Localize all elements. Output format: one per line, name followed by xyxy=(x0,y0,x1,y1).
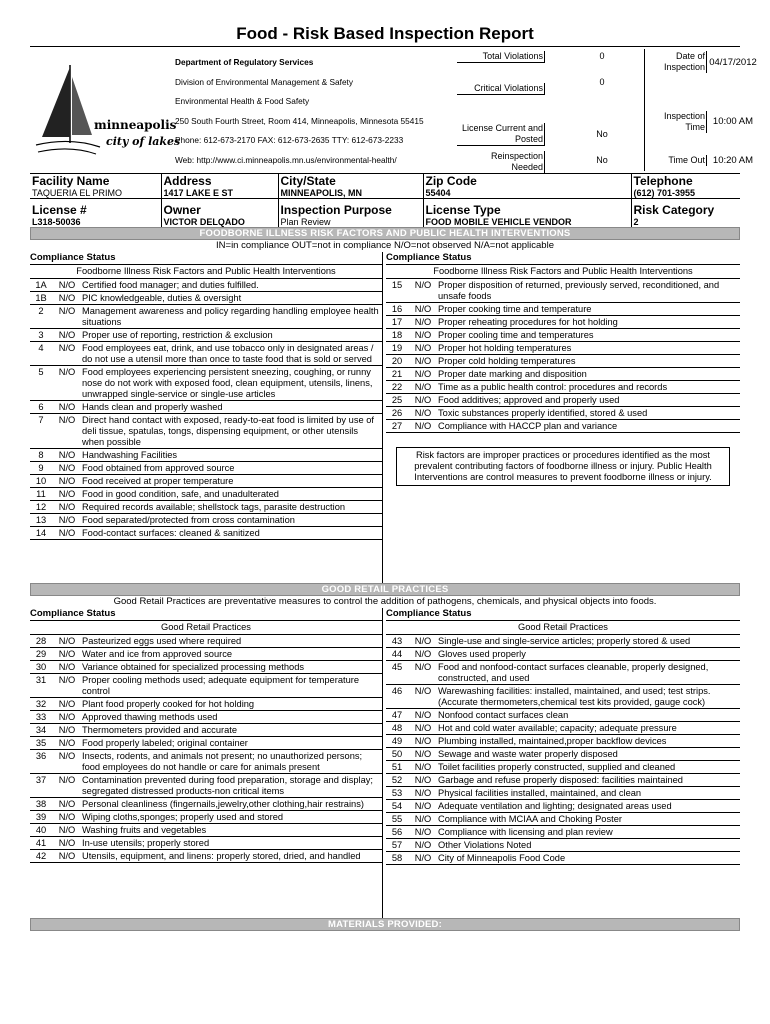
item-status: N/O xyxy=(414,395,432,405)
item-text: Toilet facilities properly constructed, supplied and cleaned xyxy=(438,762,676,772)
item-text: Garbage and refuse properly disposed: facilities maintained xyxy=(438,775,683,785)
item-text: Food separated/protected from cross contamination xyxy=(82,515,295,525)
report-title: Food - Risk Based Inspection Report xyxy=(236,24,534,43)
retail-bar: GOOD RETAIL PRACTICES xyxy=(30,583,740,596)
date-value: 04/17/2012 xyxy=(709,57,757,68)
item-text: Management awareness and policy regarding handling employee health situations xyxy=(82,306,379,327)
item-text: Proper date marking and disposition xyxy=(438,369,587,379)
foodborne-list-left xyxy=(30,279,382,540)
division: Division of Environmental Management & Safety xyxy=(175,76,354,87)
list-item xyxy=(30,514,382,527)
item-number: 39 xyxy=(35,812,47,822)
city-value: MINNEAPOLIS, MN xyxy=(280,188,363,198)
item-text: Single-use and single-service articles; properly stored & used xyxy=(438,636,691,646)
list-item xyxy=(30,305,382,329)
list-item xyxy=(386,635,740,648)
item-status: N/O xyxy=(58,528,76,538)
item-number: 43 xyxy=(391,636,403,646)
item-number: 7 xyxy=(38,415,44,425)
item-text: Direct hand contact with exposed, ready-to-eat food is limited by use of deli tissue, spatulas, tongs, dispensing equipment, or other utensils when possible xyxy=(82,415,374,447)
item-status: N/O xyxy=(58,330,76,340)
list-item xyxy=(386,407,740,420)
item-number: 18 xyxy=(391,330,403,340)
item-status: N/O xyxy=(58,415,76,425)
item-text: Food obtained from approved source xyxy=(82,463,235,473)
item-status: N/O xyxy=(58,293,76,303)
item-status: N/O xyxy=(58,636,76,646)
license-posted-label: License Current and Posted xyxy=(457,123,545,146)
item-number: 29 xyxy=(35,649,47,659)
list-item xyxy=(30,850,382,863)
item-text: Contamination prevented during food preparation, storage and display; segregated distressed products-non critical items xyxy=(82,775,373,796)
item-number: 1A xyxy=(35,280,47,290)
item-number: 1B xyxy=(35,293,47,303)
item-status: N/O xyxy=(414,827,432,837)
item-number: 56 xyxy=(391,827,403,837)
item-number: 48 xyxy=(391,723,403,733)
type-value: FOOD MOBILE VEHICLE VENDOR xyxy=(425,217,572,227)
section: Environmental Health & Food Safety xyxy=(175,96,310,106)
item-text: Compliance with MCIAA and Choking Poster xyxy=(438,814,622,824)
item-status: N/O xyxy=(414,649,432,659)
item-status: N/O xyxy=(58,699,76,709)
list-item xyxy=(30,724,382,737)
list-item xyxy=(30,648,382,661)
item-text: Food in good condition, safe, and unadulterated xyxy=(82,489,279,499)
item-text: Proper hot holding temperatures xyxy=(438,343,572,353)
item-number: 19 xyxy=(391,343,403,353)
department-address: 250 South Fourth Street, Room 414, Minneapolis, Minnesota 55415 xyxy=(175,115,424,126)
list-item xyxy=(386,648,740,661)
list-item xyxy=(386,748,740,761)
facility-label: Facility Name xyxy=(32,174,110,188)
department-info xyxy=(175,53,465,170)
item-status: N/O xyxy=(414,801,432,811)
item-text: Proper cooling methods used; adequate equipment for temperature control xyxy=(82,675,360,696)
item-status: N/O xyxy=(58,280,76,290)
item-status: N/O xyxy=(58,367,76,377)
list-item xyxy=(30,750,382,774)
list-item xyxy=(30,329,382,342)
item-status: N/O xyxy=(58,675,76,685)
item-status: N/O xyxy=(58,463,76,473)
item-text: Food properly labeled; original container xyxy=(82,738,248,748)
list-item xyxy=(386,685,740,709)
item-text: City of Minneapolis Food Code xyxy=(438,853,566,863)
time-label: Inspection Time xyxy=(647,111,707,133)
item-number: 45 xyxy=(391,662,403,672)
foodborne-bar: FOODBORNE ILLNESS RISK FACTORS AND PUBLIC HEALTH INTERVENTIONS xyxy=(30,227,740,240)
item-status: N/O xyxy=(414,775,432,785)
item-status: N/O xyxy=(58,343,76,353)
item-number: 41 xyxy=(35,838,47,848)
item-number: 42 xyxy=(35,851,47,861)
item-text: Nonfood contact surfaces clean xyxy=(438,710,569,720)
total-violations-label: Total Violations xyxy=(457,51,545,63)
item-text: Food employees experiencing persistent sneezing, coughing, or runny nose do not work with exposed food, clean equipment, utensils, linens, unwrapped single-service or single-use articles xyxy=(82,367,373,399)
risk-value: 2 xyxy=(633,217,639,227)
list-item xyxy=(30,414,382,449)
facility-info xyxy=(30,173,740,227)
item-text: Proper use of reporting, restriction & exclusion xyxy=(82,330,273,340)
item-status: N/O xyxy=(414,343,432,353)
item-status: N/O xyxy=(58,775,76,785)
item-number: 20 xyxy=(391,356,403,366)
item-text: Proper disposition of returned, previously served, reconditioned, and unsafe foods xyxy=(438,280,720,301)
list-item xyxy=(386,787,740,800)
item-text: Handwashing Facilities xyxy=(82,450,178,460)
foodborne-list-right xyxy=(386,279,740,433)
item-status: N/O xyxy=(414,686,432,696)
owner-value: VICTOR DELQADO xyxy=(163,217,245,227)
item-status: N/O xyxy=(414,736,432,746)
critical-violations-label: Critical Violations xyxy=(457,83,545,95)
total-violations-value: 0 xyxy=(599,51,605,61)
list-item xyxy=(30,698,382,711)
item-text: Toxic substances properly identified, stored & used xyxy=(438,408,648,418)
list-item xyxy=(386,355,740,368)
item-text: Proper cooling time and temperatures xyxy=(438,330,594,340)
item-text: Proper cooking time and temperature xyxy=(438,304,592,314)
list-item xyxy=(386,303,740,316)
item-number: 5 xyxy=(38,367,44,377)
item-number: 12 xyxy=(35,502,47,512)
reinspection-value: No xyxy=(596,155,608,165)
list-item xyxy=(30,342,382,366)
list-item xyxy=(30,824,382,837)
list-item xyxy=(386,722,740,735)
list-item xyxy=(386,800,740,813)
list-item xyxy=(386,420,740,433)
list-item xyxy=(30,661,382,674)
compliance-status-right: Compliance Status xyxy=(386,252,740,265)
retail-list-right xyxy=(386,635,740,865)
item-number: 57 xyxy=(391,840,403,850)
list-item xyxy=(30,737,382,750)
item-status: N/O xyxy=(58,851,76,861)
item-text: Food received at proper temperature xyxy=(82,476,234,486)
list-item xyxy=(30,462,382,475)
list-item xyxy=(30,279,382,292)
item-status: N/O xyxy=(414,408,432,418)
item-status: N/O xyxy=(58,725,76,735)
list-item xyxy=(30,674,382,698)
list-item xyxy=(30,711,382,724)
license-value: L318-50036 xyxy=(32,217,81,227)
item-number: 11 xyxy=(36,489,46,499)
item-number: 44 xyxy=(391,649,403,659)
phone-label: Telephone xyxy=(633,174,693,188)
item-number: 53 xyxy=(391,788,403,798)
item-text: PIC knowledgeable, duties & oversight xyxy=(82,293,242,303)
item-number: 32 xyxy=(35,699,47,709)
compliance-status-left: Compliance Status xyxy=(30,252,382,265)
item-text: Required records available; shellstock tags, parasite destruction xyxy=(82,502,346,512)
license-posted-value: No xyxy=(596,129,608,139)
item-text: Food employees eat, drink, and use tobacco only in designated areas / do not use a utensil more than once to taste food that is sold or served xyxy=(82,343,374,364)
item-number: 3 xyxy=(38,330,44,340)
item-number: 2 xyxy=(38,306,44,316)
item-text: Wiping cloths,sponges; properly used and stored xyxy=(82,812,284,822)
list-item xyxy=(386,329,740,342)
item-number: 26 xyxy=(391,408,403,418)
item-number: 28 xyxy=(35,636,47,646)
item-text: Thermometers provided and accurate xyxy=(82,725,238,735)
item-text: Time as a public health control: procedures and records xyxy=(438,382,668,392)
item-number: 25 xyxy=(391,395,403,405)
item-number: 14 xyxy=(35,528,47,538)
retail-compliance-left: Compliance Status xyxy=(30,608,382,621)
item-text: Water and ice from approved source xyxy=(82,649,233,659)
list-item xyxy=(386,774,740,787)
item-text: Approved thawing methods used xyxy=(82,712,218,722)
foodborne-subhead-right: Foodborne Illness Risk Factors and Public Health Interventions xyxy=(386,265,740,279)
item-number: 50 xyxy=(391,749,403,759)
item-status: N/O xyxy=(414,840,432,850)
list-item xyxy=(30,488,382,501)
type-label: License Type xyxy=(425,203,501,217)
item-status: N/O xyxy=(414,356,432,366)
list-item xyxy=(386,368,740,381)
retail-list-left xyxy=(30,635,382,863)
item-status: N/O xyxy=(414,788,432,798)
item-number: 34 xyxy=(35,725,47,735)
item-text: Washing fruits and vegetables xyxy=(82,825,207,835)
address-label: Address xyxy=(163,174,212,188)
item-number: 37 xyxy=(35,775,47,785)
foodborne-section xyxy=(30,252,740,583)
item-status: N/O xyxy=(58,662,76,672)
item-text: Proper reheating procedures for hot holding xyxy=(438,317,618,327)
timeout-value: 10:20 AM xyxy=(712,155,754,166)
item-number: 46 xyxy=(391,686,403,696)
list-item xyxy=(30,527,382,540)
item-number: 13 xyxy=(35,515,47,525)
retail-subhead-left: Good Retail Practices xyxy=(30,621,382,635)
list-item xyxy=(386,761,740,774)
item-number: 21 xyxy=(391,369,403,379)
item-status: N/O xyxy=(414,710,432,720)
list-item xyxy=(30,449,382,462)
item-status: N/O xyxy=(414,662,432,672)
item-status: N/O xyxy=(58,502,76,512)
item-text: Hands clean and properly washed xyxy=(82,402,223,412)
purpose-label: Inspection Purpose xyxy=(280,203,392,217)
item-status: N/O xyxy=(58,751,76,761)
license-label: License # xyxy=(32,203,87,217)
list-item xyxy=(30,401,382,414)
item-status: N/O xyxy=(414,814,432,824)
list-item xyxy=(30,292,382,305)
list-item xyxy=(30,837,382,850)
list-item xyxy=(30,798,382,811)
item-number: 16 xyxy=(391,304,403,314)
item-text: Pasteurized eggs used where required xyxy=(82,636,242,646)
list-item xyxy=(386,813,740,826)
item-status: N/O xyxy=(58,712,76,722)
risk-factor-note: Risk factors are improper practices or procedures identified as the most prevalent contributing factors of foodborne illness or injury. Public Health Interventions are control measures to prevent foodborne illness or injury. xyxy=(396,447,730,486)
item-text: Hot and cold water available; capacity; adequate pressure xyxy=(438,723,677,733)
item-number: 22 xyxy=(391,382,403,392)
phone-value: (612) 701-3955 xyxy=(633,188,696,198)
item-number: 58 xyxy=(391,853,403,863)
item-number: 15 xyxy=(391,280,403,290)
list-item xyxy=(30,475,382,488)
item-number: 27 xyxy=(391,421,403,431)
item-text: Other Violations Noted xyxy=(438,840,532,850)
list-item xyxy=(386,839,740,852)
item-status: N/O xyxy=(414,317,432,327)
item-status: N/O xyxy=(58,825,76,835)
item-status: N/O xyxy=(414,421,432,431)
list-item xyxy=(386,279,740,303)
risk-label: Risk Category xyxy=(633,203,715,217)
compliance-legend: IN=in compliance OUT=not in compliance N/O=not observed N/A=not applicable xyxy=(216,240,554,251)
item-text: Sewage and waste water properly disposed xyxy=(438,749,618,759)
zip-value: 55404 xyxy=(425,188,451,198)
logo-line-1: minneapolis xyxy=(94,118,177,132)
item-status: N/O xyxy=(58,838,76,848)
item-number: 10 xyxy=(35,476,47,486)
date-label: Date of Inspection xyxy=(647,51,707,73)
report-header xyxy=(30,46,757,173)
item-number: 17 xyxy=(391,317,403,327)
item-status: N/O xyxy=(414,369,432,379)
department-name: Department of Regulatory Services xyxy=(175,57,314,67)
item-number: 40 xyxy=(35,825,47,835)
item-number: 36 xyxy=(35,751,47,761)
materials-bar: MATERIALS PROVIDED: xyxy=(30,918,740,931)
list-item xyxy=(30,635,382,648)
item-number: 9 xyxy=(38,463,44,473)
item-status: N/O xyxy=(58,306,76,316)
list-item xyxy=(386,661,740,685)
item-number: 49 xyxy=(391,736,403,746)
item-text: Utensils, equipment, and linens: properly stored, dried, and handled xyxy=(82,851,361,861)
list-item xyxy=(30,774,382,798)
retail-compliance-right: Compliance Status xyxy=(386,608,740,621)
item-status: N/O xyxy=(58,402,76,412)
item-number: 6 xyxy=(38,402,44,412)
item-status: N/O xyxy=(414,304,432,314)
item-text: Food-contact surfaces: cleaned & sanitized xyxy=(82,528,260,538)
item-text: Variance obtained for specialized processing methods xyxy=(82,662,305,672)
timeout-label: Time Out xyxy=(647,155,707,166)
item-text: In-use utensils; properly stored xyxy=(82,838,210,848)
item-number: 4 xyxy=(38,343,44,353)
list-item xyxy=(386,735,740,748)
item-text: Gloves used properly xyxy=(438,649,526,659)
item-text: Food and nonfood-contact surfaces cleanable, properly designed, constructed, and used xyxy=(438,662,709,683)
department-web: Web: http://www.ci.minneapolis.mn.us/environmental-health/ xyxy=(175,154,397,165)
item-text: Insects, rodents, and animals not present; no unauthorized persons; food employees do not handle or care for animals present xyxy=(82,751,363,772)
item-status: N/O xyxy=(414,280,432,290)
item-status: N/O xyxy=(58,489,76,499)
item-number: 51 xyxy=(391,762,403,772)
item-text: Food additives; approved and properly used xyxy=(438,395,620,405)
list-item xyxy=(386,826,740,839)
item-number: 54 xyxy=(391,801,403,811)
item-text: Warewashing facilities: installed, maintained, and used; test strips.(Accurate thermometers,chemical test kits provided, gauge cock) xyxy=(438,686,711,707)
item-status: N/O xyxy=(58,476,76,486)
facility-value: TAQUERIA EL PRIMO xyxy=(32,188,123,198)
item-status: N/O xyxy=(58,450,76,460)
retail-note: Good Retail Practices are preventative measures to control the addition of pathogens, chemicals, and physical objects into foods. xyxy=(113,596,657,607)
item-number: 52 xyxy=(391,775,403,785)
item-number: 30 xyxy=(35,662,47,672)
list-item xyxy=(386,381,740,394)
item-number: 38 xyxy=(35,799,47,809)
item-status: N/O xyxy=(58,799,76,809)
item-status: N/O xyxy=(414,762,432,772)
list-item xyxy=(30,811,382,824)
inspection-report xyxy=(30,22,757,931)
item-text: Adequate ventilation and lighting; designated areas used xyxy=(438,801,672,811)
item-number: 55 xyxy=(391,814,403,824)
item-status: N/O xyxy=(58,812,76,822)
purpose-value: Plan Review xyxy=(280,217,331,227)
item-text: Certified food manager; and duties fulfilled. xyxy=(82,280,259,290)
item-number: 8 xyxy=(38,450,44,460)
item-text: Physical facilities installed, maintained, and clean xyxy=(438,788,642,798)
reinspection-label: Reinspection Needed xyxy=(457,151,545,174)
retail-subhead-right: Good Retail Practices xyxy=(386,621,740,635)
item-text: Compliance with licensing and plan review xyxy=(438,827,613,837)
item-number: 47 xyxy=(391,710,403,720)
item-status: N/O xyxy=(58,738,76,748)
item-text: Proper cold holding temperatures xyxy=(438,356,576,366)
zip-label: Zip Code xyxy=(425,174,477,188)
item-text: Compliance with HACCP plan and variance xyxy=(438,421,618,431)
item-status: N/O xyxy=(414,853,432,863)
foodborne-subhead-left: Foodborne Illness Risk Factors and Public Health Interventions xyxy=(30,265,382,279)
item-text: Plumbing installed, maintained,proper backflow devices xyxy=(438,736,667,746)
critical-violations-value: 0 xyxy=(599,77,605,87)
list-item xyxy=(386,852,740,865)
owner-label: Owner xyxy=(163,203,201,217)
item-number: 31 xyxy=(35,675,47,685)
item-status: N/O xyxy=(414,749,432,759)
list-item xyxy=(30,366,382,401)
item-number: 35 xyxy=(35,738,47,748)
address-value: 1417 LAKE E ST xyxy=(163,188,234,198)
list-item xyxy=(386,342,740,355)
item-status: N/O xyxy=(58,649,76,659)
minneapolis-logo xyxy=(30,57,181,169)
list-item xyxy=(386,394,740,407)
item-number: 33 xyxy=(35,712,47,722)
city-label: City/State xyxy=(280,174,336,188)
retail-section xyxy=(30,608,740,918)
time-value: 10:00 AM xyxy=(712,116,754,127)
list-item xyxy=(386,709,740,722)
item-status: N/O xyxy=(414,382,432,392)
item-status: N/O xyxy=(58,515,76,525)
department-phone: Phone: 612-673-2170 FAX: 612-673-2635 TTY: 612-673-2233 xyxy=(175,135,404,145)
logo-line-2: city of lakes xyxy=(106,135,181,148)
list-item xyxy=(30,501,382,514)
item-status: N/O xyxy=(414,330,432,340)
item-status: N/O xyxy=(414,723,432,733)
list-item xyxy=(386,316,740,329)
item-text: Personal cleanliness (fingernails,jewelry,other clothing,hair restrains) xyxy=(82,799,364,809)
item-status: N/O xyxy=(414,636,432,646)
item-text: Plant food properly cooked for hot holding xyxy=(82,699,255,709)
